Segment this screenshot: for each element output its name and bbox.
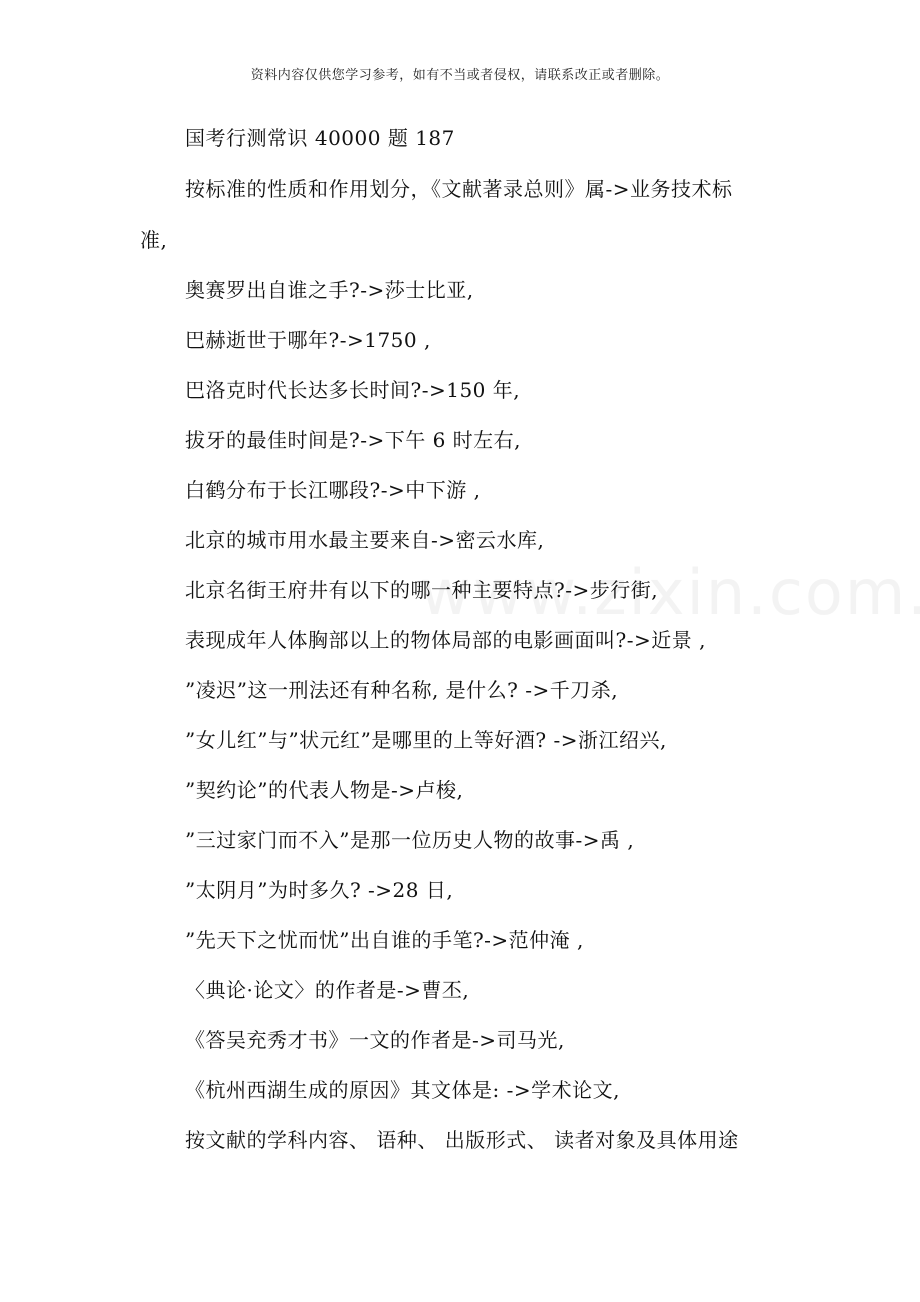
- text-line: 〈典论·论文〉的作者是->曹丕,: [185, 978, 470, 1002]
- text-line: 按标准的性质和作用划分，《文献著录总则》属->业务技术标: [185, 177, 733, 201]
- text-line: 奥赛罗出自谁之手?->莎士比亚,: [185, 278, 474, 302]
- text-line: ”太阴月”为时多久? ->28 日,: [185, 878, 454, 902]
- text-line: 《杭州西湖生成的原因》其文体是: ->学术论文,: [185, 1078, 620, 1102]
- text-line: 白鹤分布于长江哪段?->中下游 ,: [185, 478, 481, 502]
- text-line: 准,: [140, 228, 168, 252]
- text-line: ”契约论”的代表人物是->卢梭,: [185, 778, 464, 802]
- text-line: ”女儿红”与”状元红”是哪里的上等好酒? ->浙江绍兴,: [185, 728, 667, 752]
- text-line: 北京名街王府井有以下的哪一种主要特点?->步行街,: [185, 578, 659, 602]
- text-line: 《答吴充秀才书》一文的作者是->司马光,: [185, 1028, 565, 1052]
- text-line: 巴洛克时代长达多长时间?->150 年,: [185, 378, 521, 402]
- text-line: 北京的城市用水最主要来自->密云水库,: [185, 528, 545, 552]
- text-line: ”三过家门而不入”是那一位历史人物的故事->禹 ,: [185, 828, 635, 852]
- text-line: 表现成年人体胸部以上的物体局部的电影画面叫?->近景 ,: [185, 628, 706, 652]
- text-line: 巴赫逝世于哪年?->1750 ,: [185, 328, 431, 352]
- text-line: ”先天下之忧而忧”出自谁的手笔?->范仲淹 ,: [185, 928, 584, 952]
- text-line: 按文献的学科内容、 语种、 出版形式、 读者对象及具体用途: [185, 1128, 739, 1152]
- text-line: 拔牙的最佳时间是?->下午 6 时左右,: [185, 428, 522, 452]
- header-disclaimer: 资料内容仅供您学习参考，如有不当或者侵权，请联系改正或者删除。: [250, 68, 670, 83]
- text-line: ”凌迟”这一刑法还有种名称, 是什么? ->千刀杀,: [185, 678, 619, 702]
- doc-title: 国考行测常识 40000 题 187: [185, 126, 455, 150]
